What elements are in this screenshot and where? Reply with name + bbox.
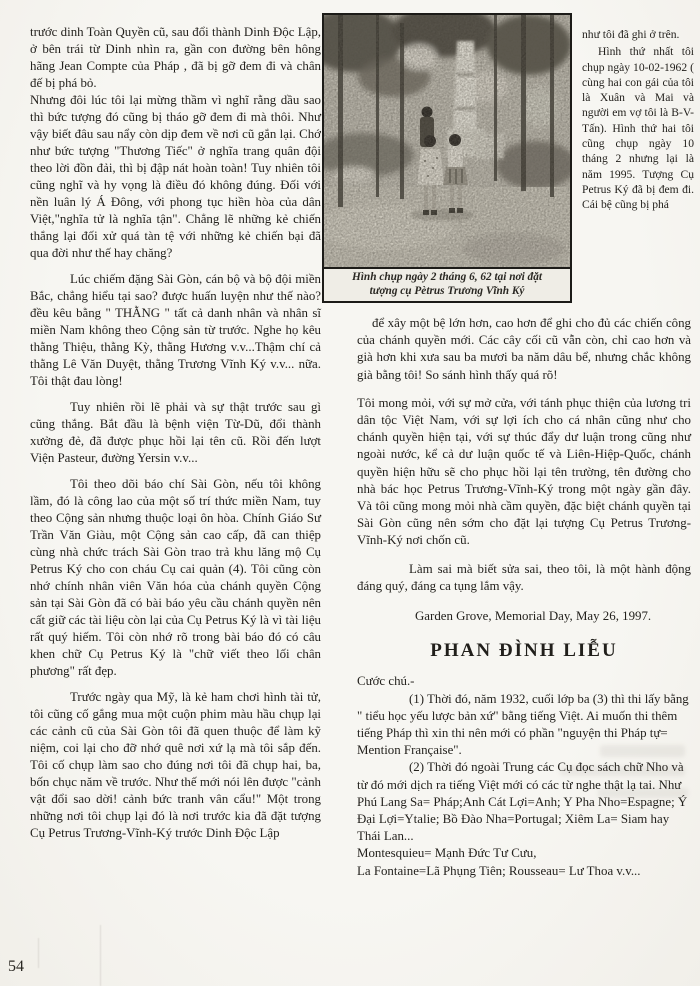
paragraph: Trước ngày qua Mỹ, là kẻ ham chơi hình tài tử, tôi cũng cố gắng mua một cuộn phim màu hầu chụp lại các cảnh cũ của Sài Gòn tôi đã quen thuộc để làm kỹ niệm, coi lại cho đỡ nhớ quê nơi xứ lạ mà tôi sắp đến. Tôi cố chụp làm sao cho đúng nơi tôi đã chụp hai, ba, bốn chục năm về trước. Như thế mới nói lên được "cảnh vật đổi sao dời! cảnh bức tranh vân cẩu!" Một trong những nơi tôi chụp lại đó là nơi trước kia đã đặt tượng Cụ Petrus Trương-Vĩnh-Ký trước Dinh Độc Lập <box>30 690 321 840</box>
bleed-through-mark <box>600 745 685 757</box>
paragraph: Nhưng đôi lúc tôi lại mừng thầm vì nghĩ rằng dầu sao thì bức tượng đó cũng bị tháo gỡ đem đi mà thôi. Như vậy biết đâu sau nẩy còn dịp đem về nơi cũ gắn lại. Chớ như bức tượng "Thương Tiếc" ở nghĩa trang quân đội theo lời đồn đải, thì bị đập nát hoàn toàn! Tuy nhiên tôi cũng nghĩ và hy vọng là điều đó không đúng. Đối với nền luân lý Á Đông, với phong tục hiền hòa của dân Việt,"nghĩa tử là nghĩa tận". Chẳng lẽ những kẻ chiến thắng lại đối xử quá tàn tệ với những kẻ chiến bại đã qua đời như thế hay chăng? <box>30 93 321 260</box>
dateline: Garden Grove, Memorial Day, May 26, 1997. <box>415 609 652 624</box>
paragraph: Lúc chiếm đặng Sài Gòn, cán bộ và bộ đội miền Bắc, chẳng hiểu tại sao? được huấn luyện như thế nào? đều kêu bằng " THẰNG " tất cả danh nhân và nhân sĩ miền Nam không theo Cộng sản từ trước. Nghe họ kêu thằng Thiệu, thằng Kỳ, thằng Hương v.v...Thậm chí cả thằng Lê Văn Duyệt, thằng Trương Vĩnh Ký v.v... nữa. Tôi thật đau lòng! <box>30 272 321 388</box>
photo-caption-line1: Hình chụp ngày 2 tháng 6, 62 tại nơi đặt <box>352 271 542 283</box>
left-column <box>30 24 321 842</box>
photo-image <box>324 15 570 267</box>
paragraph: Tôi mong mỏi, với sự mở cửa, với tánh phục thiện của lương tri dân tộc Việt Nam, với sự lợi ích cho cá nhân cũng như cho chánh quyền hiện tại, với sự thúc đẩy dư luận trong cũng như ngoài nước, kể cả dư luận quốc tế và Liên-Hiệp-Quốc, chánh quyền hiện hữu sẽ cho phục hồi lại tên trường, tên đường cho nhà bác học Petrus Trương-Vĩnh-Ký trong một ngày gần đây. Và tôi cũng mong mỏi nhà cầm quyền, đặc biệt chánh quyền tại Sài Gòn cũng nên sớm cho đặt lại tượng Cụ Petrus Trương-Vĩnh-Ký nơi chốn cũ. <box>357 395 691 548</box>
footnote-2-continued: La Fontaine=Lã Phụng Tiên; Rousseau= Lư Thoa v.v... <box>357 863 641 878</box>
paragraph: Làm sai mà biết sửa sai, theo tôi, là một hành động đáng quý, đáng ca tụng lắm vậy. <box>357 561 691 593</box>
bleed-through-mark <box>560 766 685 776</box>
photo-caption <box>324 267 570 301</box>
scan-crease <box>100 925 101 986</box>
page-number: 54 <box>8 958 24 975</box>
paragraph: Tuy nhiên rồi lẽ phải và sự thật trước sau gì cũng thắng. Bắt đầu là bệnh viện Từ-Dũ, đổi thành xưởng đẻ, đã được phục hồi lại tên cũ. Rồi đến lượt Viện Pasteur, đường Yersin v.v... <box>30 400 321 465</box>
scan-crease <box>38 938 39 968</box>
photo-figure <box>322 13 572 303</box>
paragraph: Hình thứ nhất tôi chụp ngày 10-02-1962 ( cùng hai con gái của tôi là Xuân và Mai và người em vợ tôi là B-V-Tấn). Hình thứ hai tôi cũng chụp ngày 10 tháng 2 nhưng lại là năm 1995. Tượng Cụ Petrus Ký đã bị đem đi. Cái bệ cũng bị phá <box>582 45 694 212</box>
footnote-2-continued: Montesquieu= Mạnh Đức Tư Cưu, <box>357 846 537 861</box>
footnote-1: (1) Thời đó, năm 1932, cuối lớp ba (3) thì thi lấy bằng " tiểu học yếu lược bản xứ" bằng tiếng Việt. Ai muốn thi thêm tiếng Pháp thì xin thi nên mới có phần "nguyện thi Pháp tự= Mention Française". <box>357 691 689 758</box>
bleed-through-mark <box>598 788 688 798</box>
paragraph: trước dinh Toàn Quyền cũ, sau đổi thành Dinh Độc Lập, ở bên trái từ Dinh nhìn ra, gần con đường bên hông hãng Jean Compte của Pháp , đã bị gỡ đem đi và chân đế bị phá bỏ. <box>30 25 321 90</box>
footnote-2: (2) Thời đó ngoài Trung các Cụ đọc sách chữ Nho và từ đó mới dịch ra tiếng Việt mới có các từ nghe thật lạ tai. Như Phú Lang Sa= Pháp;Anh Cát Lợi=Anh; Y Pha Nho=Espagne; Ý Đại Lợi=Ytalie; Bồ Đào Nha=Portugal; Xiêm La= Siam hay Thái Lan... <box>357 760 688 844</box>
photo-caption-line2: tượng cụ Pètrus Trương Vĩnh Ký <box>369 284 525 297</box>
paragraph: như tôi đã ghi ở trên. <box>582 28 680 41</box>
paragraph: Tôi theo dõi báo chí Sài Gòn, nếu tôi không lầm, đó là công lao của một số trí thức miền Nam, tuy theo Cộng sản nhưng thuộc loại ôn hòa. Chính Giáo Sư Trần Văn Giàu, một Cộng sản cao cấp, đã can thiệp cùng nhà chức trách Sài Gòn trao trả khu lăng mộ Cụ Petrus Ký cho con cháu Cụ cai quản (4). Tôi cũng còn nhớ chính nhân viên Văn hóa của chánh quyền Cộng sản tại Sài Gòn đã có bài báo yêu cầu chánh quyền nên cất giữ các tài liệu còn lại của Cụ Petrus Ký là vì tài liệu rất quý hiếm. Tôi còn nhớ rõ trong bài báo đó có câu khen chữ Cụ Petrus Ký là "chữ viết theo lối chân phương" rất đẹp. <box>30 477 321 678</box>
author-name-heading: PHAN ĐÌNH LIỄU <box>430 640 618 662</box>
paragraph: để xây một bệ lớn hơn, cao hơn để ghi cho đủ các chiến công của chánh quyền mới. Các cây cối cũ vẫn còn, chỉ cao hơn và già hơn khi xưa sau ba mươi ba năm dâu bể, nhưng chắc không già bằng tôi! So sánh hình thấy quá rõ! <box>357 316 691 382</box>
footnote-label: Cước chú.- <box>357 674 415 689</box>
halftone-grain <box>324 15 570 267</box>
narrow-right-column <box>582 27 694 213</box>
